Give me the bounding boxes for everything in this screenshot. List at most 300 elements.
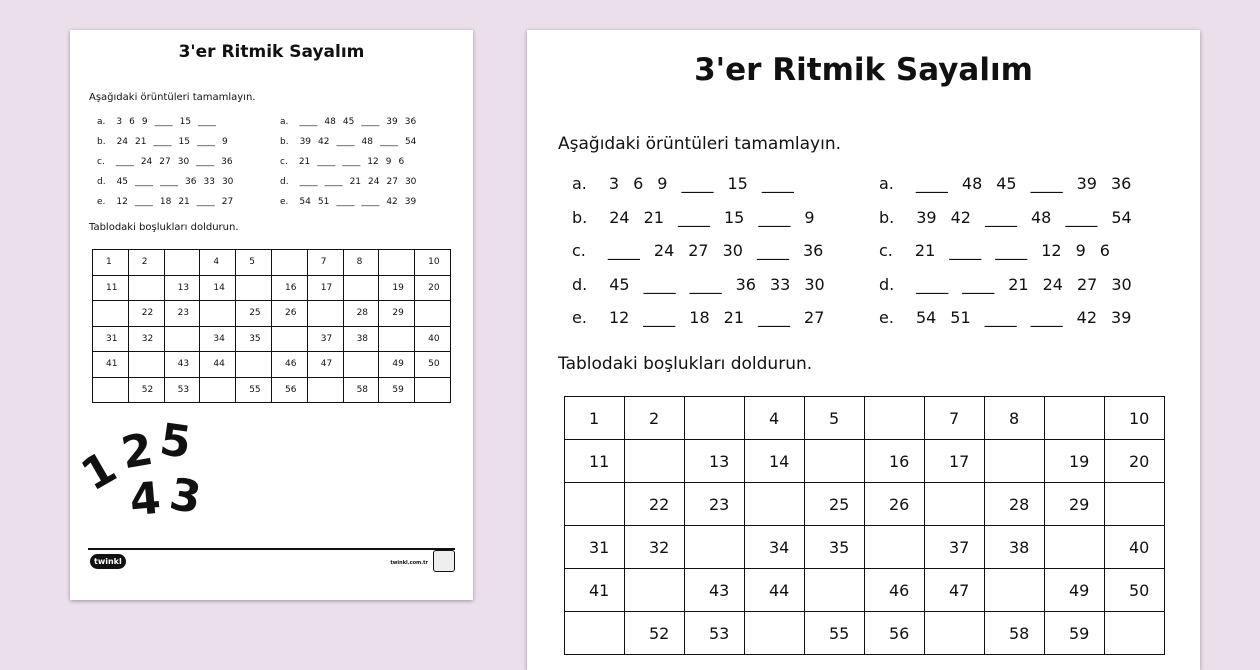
table-cell: 14 [200,275,236,301]
pattern-number: 27 [386,177,398,187]
pattern-number: 54 [299,197,311,207]
pattern-row [572,308,838,327]
pattern-number: 54 [915,308,937,327]
table-cell [200,377,236,403]
pattern-number: 39 [916,207,937,227]
table-cell [128,275,164,301]
pattern-blank: ____ [689,274,722,294]
number-table [564,396,1165,655]
table-cell: 56 [271,377,307,403]
pattern-blank: ____ [324,177,343,187]
pattern-row [97,117,223,127]
pattern-row [280,157,411,167]
table-cell [379,250,415,276]
table-cell: 55 [236,377,272,403]
pattern-blank: ____ [160,177,179,187]
pattern-blank: ____ [1030,308,1063,327]
pattern-number: 42 [950,207,971,227]
pattern-number: 30 [404,177,417,187]
table-cell [625,569,685,612]
pattern-blank: ____ [984,207,1017,227]
pattern-blank: ____ [196,137,215,147]
pattern-number: 33 [203,177,215,187]
pattern-row [572,275,839,294]
decor-number: 4 [127,472,163,527]
pattern-number: 27 [159,157,171,167]
pattern-label: e. [572,308,587,327]
table-row [93,301,451,327]
table-cell [985,569,1045,612]
pattern-label: d. [572,274,588,294]
pattern-blank: ____ [681,174,714,193]
pattern-blank: ____ [643,274,676,294]
pattern-number: 9 [657,174,668,193]
pattern-label: e. [280,197,289,207]
pattern-row [572,174,808,193]
table-cell: 50 [1105,569,1165,612]
pattern-number: 21 [643,207,664,227]
pattern-number: 36 [185,177,197,187]
pattern-number: 48 [324,117,336,127]
pattern-number: 51 [317,197,330,207]
table-cell: 14 [745,440,805,483]
pattern-blank: ____ [361,117,380,127]
table-cell [865,397,925,440]
instruction-patterns: Aşağıdaki örüntüleri tamamlayın. [89,92,256,103]
table-cell: 52 [128,377,164,403]
pattern-row [879,275,1146,294]
pattern-number: 9 [385,157,392,167]
decor-number: 1 [73,441,126,502]
table-cell [805,569,865,612]
pattern-blank: ____ [299,177,318,187]
badge-icon [433,550,455,572]
pattern-label: b. [572,207,588,227]
pattern-blank: ____ [643,308,676,327]
table-cell: 5 [805,397,865,440]
table-cell [1045,526,1105,569]
pattern-blank: ____ [1030,174,1063,193]
table-row [93,275,451,301]
pattern-number: 51 [950,308,971,327]
table-cell: 26 [865,483,925,526]
pattern-number: 3 [608,174,620,193]
table-cell [93,377,129,403]
pattern-number: 30 [221,177,234,187]
table-cell: 20 [1105,440,1165,483]
pattern-number: 54 [1111,207,1132,227]
pattern-blank: ____ [336,137,355,147]
pattern-blank: ____ [1065,207,1098,227]
table-cell: 37 [307,326,343,352]
pattern-number: 36 [404,117,417,127]
table-cell [1045,397,1105,440]
thumbnail-page[interactable] [70,30,473,600]
table-cell: 22 [625,483,685,526]
table-row [93,352,451,378]
pattern-number: 30 [804,274,825,294]
pattern-blank: ____ [758,308,791,327]
table-row [565,440,1165,483]
table-cell: 59 [1045,612,1105,655]
pattern-row [280,177,423,187]
pattern-number: 6 [398,157,405,167]
pattern-blank: ____ [317,157,336,167]
table-cell [415,301,451,327]
table-cell: 13 [685,440,745,483]
pattern-number: 24 [116,137,129,147]
pattern-row [879,241,1124,260]
table-cell: 25 [805,483,865,526]
pattern-number: 24 [1042,274,1063,294]
table-cell: 38 [343,326,379,352]
pattern-number: 24 [653,241,675,260]
pattern-number: 21 [723,308,745,327]
pattern-row [879,308,1145,327]
table-cell [200,301,236,327]
pattern-blank: ____ [677,207,710,227]
table-cell: 31 [565,526,625,569]
table-cell [164,250,200,276]
pattern-blank: ____ [154,117,173,127]
table-cell: 56 [865,612,925,655]
table-cell [307,377,343,403]
pattern-number: 39 [386,117,398,127]
pattern-blank: ____ [336,197,355,207]
table-cell [685,526,745,569]
table-cell [985,440,1045,483]
table-cell: 50 [415,352,451,378]
table-cell [925,483,985,526]
pattern-number: 9 [141,117,148,127]
table-cell [93,301,129,327]
pattern-number: 21 [1008,274,1029,294]
table-cell: 49 [1045,569,1105,612]
pattern-number: 45 [609,274,630,294]
pattern-label: c. [97,157,105,167]
table-cell [271,250,307,276]
pattern-number: 6 [129,117,135,127]
pattern-number: 9 [1075,241,1086,260]
pattern-blank: ____ [134,197,153,207]
pattern-blank: ____ [153,137,172,147]
table-cell: 10 [415,250,451,276]
pattern-blank: ____ [758,207,791,227]
table-cell [379,326,415,352]
pattern-blank: ____ [915,174,948,193]
table-cell: 32 [128,326,164,352]
pattern-number: 36 [735,274,756,294]
pattern-blank: ____ [299,117,318,127]
pattern-number: 9 [221,137,228,147]
table-cell: 11 [565,440,625,483]
table-cell [805,440,865,483]
pattern-blank: ____ [115,157,134,167]
pattern-row [572,241,837,260]
table-row [93,326,451,352]
pattern-number: 30 [177,157,190,167]
table-cell: 1 [93,250,129,276]
table-cell: 19 [1045,440,1105,483]
table-cell: 17 [925,440,985,483]
table-cell: 46 [865,569,925,612]
table-cell [745,483,805,526]
pattern-blank: ____ [198,117,217,127]
pattern-number: 27 [221,197,234,207]
pattern-number: 6 [1099,241,1110,260]
table-cell: 59 [379,377,415,403]
pattern-number: 24 [368,177,380,187]
table-cell: 29 [1045,483,1105,526]
pattern-label: a. [97,117,106,127]
table-cell: 41 [565,569,625,612]
table-cell [307,301,343,327]
pattern-number: 21 [349,177,362,187]
pattern-blank: ____ [984,308,1017,327]
table-cell [128,352,164,378]
table-cell: 28 [985,483,1045,526]
pattern-row [97,137,235,147]
pattern-row [879,208,1146,227]
table-cell [343,275,379,301]
table-cell: 23 [164,301,200,327]
table-cell: 4 [200,250,236,276]
pattern-number: 48 [361,137,373,147]
table-cell: 53 [164,377,200,403]
table-row [565,612,1165,655]
table-cell: 13 [164,275,200,301]
table-cell: 46 [271,352,307,378]
pattern-number: 30 [722,241,743,260]
table-cell: 1 [565,397,625,440]
pattern-label: d. [280,177,289,187]
table-cell [865,526,925,569]
pattern-number: 15 [727,174,748,193]
pattern-number: 15 [178,137,190,147]
pattern-number: 48 [961,174,983,193]
decor-number: 5 [156,414,195,469]
table-cell: 28 [343,301,379,327]
pattern-number: 36 [1110,174,1132,193]
table-cell: 5 [236,250,272,276]
pattern-number: 24 [140,157,153,167]
pattern-blank: ____ [756,241,789,260]
table-cell: 29 [379,301,415,327]
table-cell [164,326,200,352]
pattern-number: 24 [609,207,630,227]
pattern-number: 39 [1111,308,1132,327]
pattern-blank: ____ [135,177,154,187]
table-cell: 47 [925,569,985,612]
table-cell: 52 [625,612,685,655]
pattern-blank: ____ [196,157,215,167]
pattern-number: 39 [404,197,417,207]
table-cell: 19 [379,275,415,301]
table-cell: 22 [128,301,164,327]
table-cell: 49 [379,352,415,378]
table-cell: 4 [745,397,805,440]
table-cell: 34 [745,526,805,569]
table-cell [925,612,985,655]
table-cell: 43 [164,352,200,378]
pattern-number: 36 [802,241,824,260]
pattern-label: b. [879,207,895,227]
pattern-label: c. [879,241,893,260]
table-cell: 38 [985,526,1045,569]
pattern-row [572,208,829,227]
pattern-number: 21 [178,197,190,207]
pattern-blank: ____ [962,274,995,294]
table-cell: 25 [236,301,272,327]
table-row [565,483,1165,526]
pattern-label: c. [280,157,288,167]
table-cell: 23 [685,483,745,526]
table-cell: 20 [415,275,451,301]
pattern-number: 9 [804,207,815,227]
pattern-number: 21 [135,137,147,147]
table-cell [1105,612,1165,655]
table-cell: 35 [236,326,272,352]
pattern-number: 33 [769,274,791,294]
table-cell: 53 [685,612,745,655]
table-cell: 44 [745,569,805,612]
table-cell [1105,483,1165,526]
pattern-blank: ____ [761,174,794,193]
table-row [93,377,451,403]
table-cell: 40 [415,326,451,352]
table-cell: 44 [200,352,236,378]
footer-divider [88,548,455,550]
pattern-blank: ____ [949,241,982,260]
table-cell [236,352,272,378]
table-cell: 31 [93,326,129,352]
table-cell: 8 [343,250,379,276]
pattern-blank: ____ [995,241,1028,260]
pattern-blank: ____ [196,197,215,207]
table-cell: 43 [685,569,745,612]
table-cell: 7 [307,250,343,276]
pattern-number: 27 [688,241,709,260]
pattern-number: 42 [318,137,330,147]
pattern-number: 18 [689,308,710,327]
pattern-number: 27 [1076,274,1098,294]
pattern-row [97,197,240,207]
pattern-number: 42 [1076,308,1098,327]
footer-url: twinkl.com.tr [390,560,428,566]
table-cell: 41 [93,352,129,378]
table-cell [343,352,379,378]
table-cell: 11 [93,275,129,301]
pattern-number: 45 [996,174,1017,193]
table-cell [271,326,307,352]
pattern-blank: ____ [361,197,380,207]
pattern-number: 39 [299,137,312,147]
table-cell: 32 [625,526,685,569]
pattern-row [280,117,423,127]
pattern-number: 48 [1030,207,1052,227]
pattern-number: 39 [1076,174,1097,193]
pattern-number: 3 [116,117,123,127]
table-cell: 26 [271,301,307,327]
pattern-label: b. [280,137,289,147]
pattern-number: 6 [633,174,644,193]
table-cell: 35 [805,526,865,569]
instruction-patterns: Aşağıdaki örüntüleri tamamlayın. [558,134,841,154]
table-row [93,250,451,276]
table-row [565,526,1165,569]
pattern-number: 21 [298,157,311,167]
pattern-label: e. [879,308,894,327]
pattern-row [879,174,1145,193]
pattern-number: 12 [116,197,128,207]
instruction-table: Tablodaki boşlukları doldurun. [89,222,239,233]
table-cell: 34 [200,326,236,352]
pattern-number: 36 [221,157,233,167]
pattern-number: 45 [116,177,129,187]
pattern-number: 12 [1041,241,1062,260]
pattern-row [97,177,240,187]
pattern-number: 12 [608,308,630,327]
table-cell [685,397,745,440]
pattern-label: d. [879,274,895,294]
pattern-label: e. [97,197,106,207]
pattern-number: 54 [404,137,417,147]
table-cell [415,377,451,403]
pattern-label: c. [572,241,586,260]
pattern-number: 27 [804,308,825,327]
table-cell [565,483,625,526]
table-cell: 7 [925,397,985,440]
table-cell: 58 [343,377,379,403]
pattern-blank: ____ [379,137,398,147]
pattern-blank: ____ [916,274,949,294]
pattern-label: a. [280,117,289,127]
table-cell: 17 [307,275,343,301]
worksheet-title: 3'er Ritmik Sayalım [178,42,365,62]
table-row [565,397,1165,440]
table-cell: 8 [985,397,1045,440]
large-page [527,30,1200,670]
pattern-row [280,137,423,147]
number-table [92,249,451,403]
table-row [565,569,1165,612]
worksheet-title: 3'er Ritmik Sayalım [694,52,1033,88]
pattern-row [280,197,423,207]
table-cell: 16 [271,275,307,301]
table-cell [745,612,805,655]
decor-number: 3 [165,468,205,525]
pattern-label: a. [879,174,894,193]
pattern-number: 45 [342,117,355,127]
table-cell: 2 [128,250,164,276]
pattern-blank: ____ [342,157,361,167]
table-cell: 10 [1105,397,1165,440]
pattern-number: 30 [1111,274,1132,294]
table-cell [236,275,272,301]
pattern-number: 21 [914,241,936,260]
pattern-number: 15 [179,117,192,127]
pattern-number: 12 [367,157,379,167]
instruction-table: Tablodaki boşlukları doldurun. [558,354,813,374]
pattern-label: b. [97,137,106,147]
table-cell [625,440,685,483]
table-cell: 2 [625,397,685,440]
pattern-label: d. [97,177,106,187]
twinkl-logo: twinkl [90,554,126,569]
pattern-row [97,157,240,167]
pattern-number: 42 [386,197,398,207]
pattern-blank: ____ [607,241,640,260]
